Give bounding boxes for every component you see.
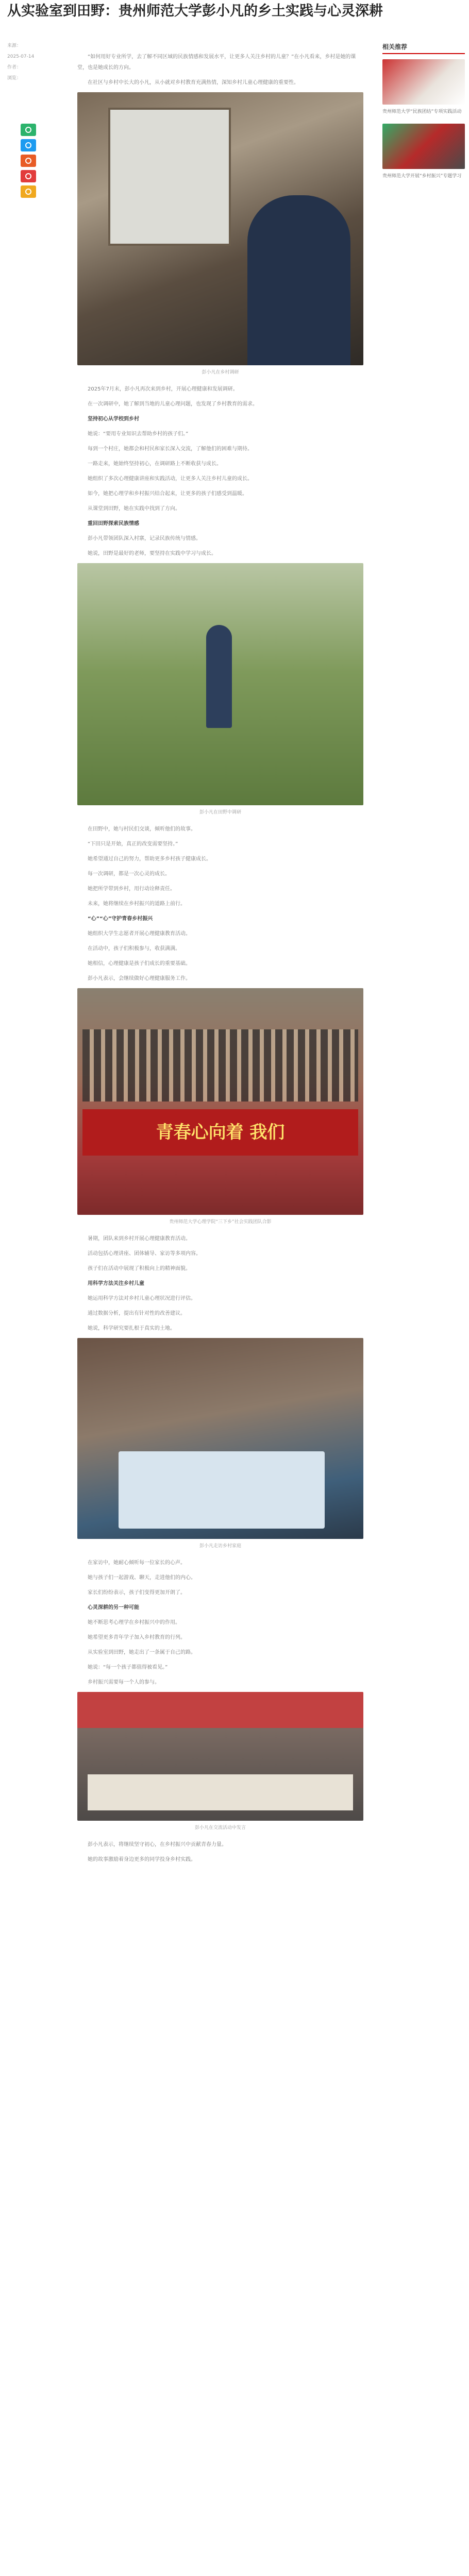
paragraph: 她不断思考心理学在乡村振兴中的作用。 [88, 1620, 180, 1625]
paragraph: 她说：“每一个孩子都值得被看见。” [88, 1665, 168, 1670]
photo-caption: 彭小凡走访乡村家庭 [199, 1544, 241, 1549]
paragraph: 她与孩子们一起游戏、聊天，走进他们的内心。 [88, 1575, 196, 1581]
paragraph: 她运用科学方法对乡村儿童心理状况进行评估。 [88, 1296, 196, 1301]
paragraph: “下田只是开始，真正的改变需要坚持。” [88, 841, 178, 847]
paragraph: 彭小凡表示，会继续做好心理健康服务工作。 [88, 976, 191, 981]
article-title: 从实验室到田野：贵州师范大学彭小凡的乡土实践与心灵深耕 [7, 3, 383, 19]
paragraph: 未来，她将继续在乡村振兴的道路上前行。 [88, 901, 186, 907]
photo-caption: 彭小凡在田野中调研 [199, 810, 241, 815]
sidebar-title: 相关推荐 [382, 42, 465, 54]
more-icon [25, 189, 31, 195]
group-crowd [82, 1029, 358, 1101]
share-qq-button[interactable] [21, 155, 36, 167]
paragraph: 彭小凡带领团队深入村寨，记录民族传统与情感。 [88, 536, 201, 541]
paragraph: 在社区与乡村中长大的小凡，从小就对乡村教育充满热情，深知乡村儿童心理健康的重要性。 [88, 80, 299, 86]
person-figure [206, 625, 232, 728]
share-more-button[interactable] [21, 185, 36, 198]
photo-meeting [77, 1692, 363, 1821]
section-heading: 心灵深耕的另一种可能 [88, 1605, 139, 1611]
section-heading: 用科学方法关注乡村儿童 [88, 1281, 144, 1286]
recommend-thumbnail[interactable] [382, 124, 465, 169]
share-weibo-button[interactable] [21, 139, 36, 151]
photo-team-group [77, 988, 363, 1215]
paragraph: “如何用好专业所学，去了解不同区域的民族情感和发展水平，让更多人关注乡村的儿童？”在小凡看来，乡村是她的课堂，也是她成长的方向。 [77, 54, 356, 71]
paragraph: 她说，科学研究要扎根于真实的土地。 [88, 1326, 175, 1331]
paragraph: 在田野中，她与村民们交谈，倾听他们的故事。 [88, 826, 196, 832]
meta-author: 作者： [7, 65, 22, 70]
paragraph: 她组织了多次心理健康讲座和实践活动，让更多人关注乡村儿童的成长。 [88, 476, 253, 482]
photo-caption: 彭小凡在乡村调研 [202, 370, 239, 375]
share-wechat-button[interactable] [21, 124, 36, 136]
paragraph: 通过数据分析，提出有针对性的改善建议。 [88, 1311, 186, 1316]
photo-caption: 彭小凡在交流活动中发言 [194, 1825, 246, 1831]
paragraph: 她希望更多青年学子加入乡村教育的行列。 [88, 1635, 186, 1640]
weibo-icon [25, 142, 31, 148]
paragraph: 在家访中，她耐心倾听每一位家长的心声。 [88, 1560, 186, 1566]
section-heading: 重回田野探索民族情感 [88, 521, 139, 527]
meta-date: 2025-07-14 [7, 54, 35, 59]
table [119, 1451, 325, 1529]
paragraph: 一路走来，她始终坚持初心，在调研路上不断收获与成长。 [88, 461, 222, 467]
paragraph: 她相信，心理健康是孩子们成长的重要基础。 [88, 961, 191, 967]
section-heading: “心”“心”守护青春乡村振兴 [88, 916, 153, 922]
meta-views: 浏览： [7, 76, 22, 81]
article-body [77, 52, 363, 1869]
meeting-table [88, 1774, 353, 1810]
share-douban-button[interactable] [21, 170, 36, 182]
paragraph: 乡村振兴需要每一个人的参与。 [88, 1680, 160, 1685]
paragraph: 从实验室到田野，她走出了一条属于自己的路。 [88, 1650, 196, 1655]
paragraph: 每到一个村庄，她都会和村民和家长深入交流，了解他们的困难与期待。 [88, 446, 253, 452]
paragraph: 暑期，团队来到乡村开展心理健康教育活动。 [88, 1236, 191, 1242]
paragraph: 她把所学带到乡村，用行动诠释责任。 [88, 886, 175, 892]
paragraph: 每一次调研，都是一次心灵的成长。 [88, 871, 170, 877]
douban-icon [25, 173, 31, 179]
paragraph: 她说：“要用专业知识去帮助乡村的孩子们。” [88, 431, 189, 437]
paragraph: 她希望通过自己的努力，帮助更多乡村孩子健康成长。 [88, 856, 211, 862]
paragraph: 她的故事激励着身边更多的同学投身乡村实践。 [88, 1857, 196, 1862]
paragraph: 孩子们在活动中展现了积极向上的精神面貌。 [88, 1266, 191, 1272]
paragraph: 从课堂到田野，她在实践中找到了方向。 [88, 506, 180, 512]
paragraph: 如今，她把心理学和乡村振兴结合起来，让更多的孩子们感受到温暖。 [88, 491, 247, 497]
meta-source: 来源： [7, 43, 22, 48]
paragraph: 彭小凡表示，将继续坚守初心，在乡村振兴中贡献青春力量。 [88, 1842, 227, 1848]
qq-icon [25, 158, 31, 164]
photo-caption: 贵州师范大学心理学院“三下乡”社会实践团队合影 [169, 1219, 272, 1225]
recommend-link[interactable]: 贵州师范大学开展“乡村振兴”专题学习 [382, 174, 462, 179]
banner: 青春心向着 我们 [82, 1109, 358, 1156]
paragraph: 在一次调研中，她了解到当地的儿童心理问题，也发现了乡村教育的需求。 [88, 401, 258, 407]
paragraph: 在活动中，孩子们积极参与，收获满满。 [88, 946, 180, 952]
article-meta [7, 42, 69, 86]
notice-board [108, 108, 231, 246]
section-heading: 坚持初心从学校到乡村 [88, 416, 139, 422]
photo-field-walk [77, 563, 363, 805]
paragraph: 她说，田野是最好的老师，要坚持在实践中学习与成长。 [88, 551, 216, 556]
paragraph: 家长们纷纷表示，孩子们变得更加开朗了。 [88, 1590, 186, 1596]
person-figure [247, 195, 350, 365]
recommend-thumbnail[interactable] [382, 59, 465, 105]
sidebar-recommend [382, 42, 465, 188]
recommend-link[interactable]: 贵州师范大学“民族团结”专项实践活动 [382, 109, 462, 114]
wechat-icon [25, 127, 31, 133]
paragraph: 活动包括心理讲座、团体辅导、家访等多项内容。 [88, 1251, 201, 1257]
photo-village-survey [77, 92, 363, 365]
paragraph: 2025年7月末，彭小凡再次来到乡村，开展心理健康和发展调研。 [88, 386, 238, 392]
paragraph: 她组织大学生志愿者开展心理健康教育活动。 [88, 931, 191, 937]
photo-home-visit [77, 1338, 363, 1539]
